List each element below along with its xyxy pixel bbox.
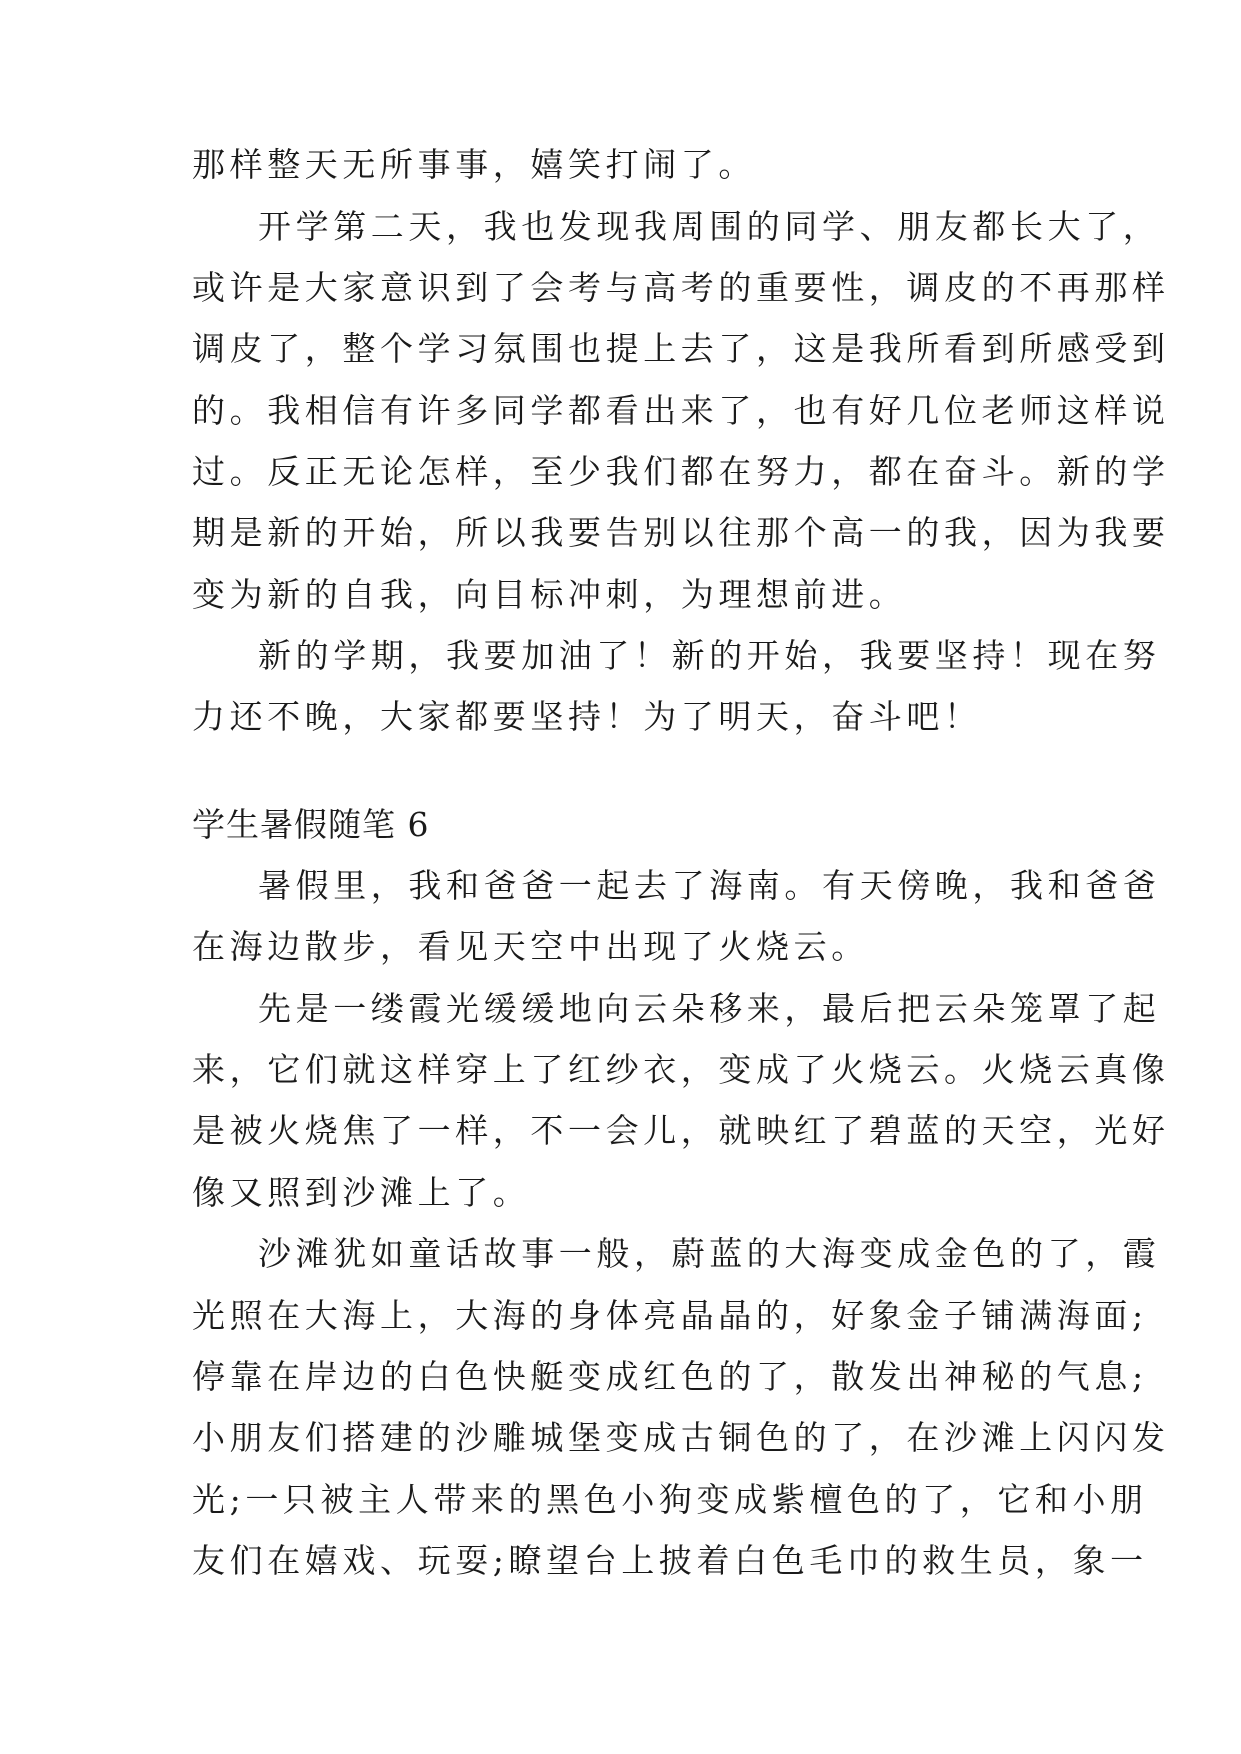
text-line: 期是新的开始，所以我要告别以往那个高一的我，因为我要 <box>192 513 1170 552</box>
text-line: 在海边散步，看见天空中出现了火烧云。 <box>192 927 869 966</box>
text-line: 友们在嬉戏、玩耍;瞭望台上披着白色毛巾的救生员，象一 <box>192 1541 1148 1580</box>
text-line: 像又照到沙滩上了。 <box>192 1173 531 1212</box>
text-line: 或许是大家意识到了会考与高考的重要性，调皮的不再那样 <box>192 268 1170 307</box>
text-line: 变为新的自我，向目标冲刺，为理想前进。 <box>192 575 907 614</box>
text-line: 停靠在岸边的白色快艇变成红色的了，散发出神秘的气息; <box>192 1357 1148 1396</box>
text-line: 力还不晚，大家都要坚持！为了明天，奋斗吧！ <box>192 697 982 736</box>
text-line: 来，它们就这样穿上了红纱衣，变成了火烧云。火烧云真像 <box>192 1050 1170 1089</box>
paragraph-start-line: 开学第二天，我也发现我周围的同学、朋友都长大了， <box>258 207 1161 246</box>
section-heading: 学生暑假随笔 6 <box>192 805 430 844</box>
text-line: 过。反正无论怎样，至少我们都在努力，都在奋斗。新的学 <box>192 452 1170 491</box>
paragraph-start-line: 沙滩犹如童话故事一般，蔚蓝的大海变成金色的了，霞 <box>258 1234 1161 1273</box>
text-line: 光;一只被主人带来的黑色小狗变成紫檀色的了，它和小朋 <box>192 1480 1148 1519</box>
text-line: 那样整天无所事事，嬉笑打闹了。 <box>192 145 756 184</box>
paragraph-start-line: 暑假里，我和爸爸一起去了海南。有天傍晚，我和爸爸 <box>258 866 1161 905</box>
text-line: 光照在大海上，大海的身体亮晶晶的，好象金子铺满海面; <box>192 1296 1148 1335</box>
text-line: 的。我相信有许多同学都看出来了，也有好几位老师这样说 <box>192 391 1170 430</box>
text-line: 小朋友们搭建的沙雕城堡变成古铜色的了，在沙滩上闪闪发 <box>192 1418 1170 1457</box>
text-line: 是被火烧焦了一样，不一会儿，就映红了碧蓝的天空，光好 <box>192 1111 1170 1150</box>
paragraph-start-line: 先是一缕霞光缓缓地向云朵移来，最后把云朵笼罩了起 <box>258 989 1161 1028</box>
paragraph-start-line: 新的学期，我要加油了！新的开始，我要坚持！现在努 <box>258 636 1161 675</box>
text-line: 调皮了，整个学习氛围也提上去了，这是我所看到所感受到 <box>192 329 1170 368</box>
